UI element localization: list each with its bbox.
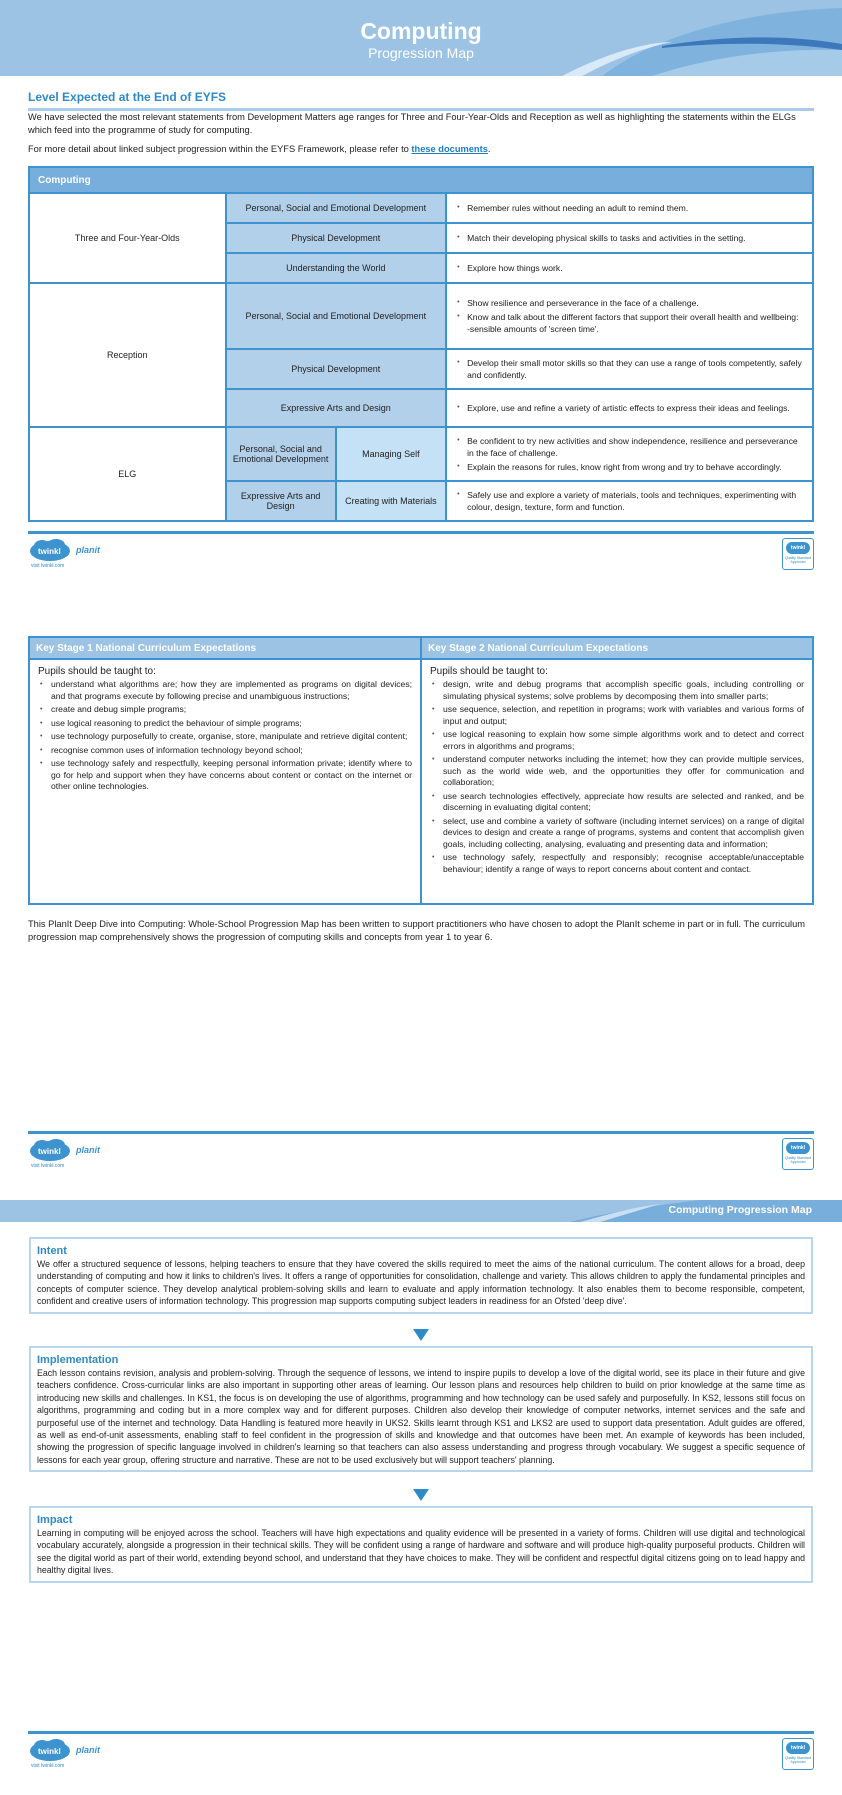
twinkl-planit-logo[interactable] — [28, 538, 118, 564]
statement: • Explore, use and refine a variety of artistic effects to express their ideas and feelings. — [457, 402, 804, 414]
ks1-heading: Key Stage 1 National Curriculum Expectations — [30, 638, 420, 660]
area-cell: Physical Development — [226, 349, 447, 389]
ks1-item: • recognise common uses of information technology beyond school; — [38, 745, 412, 757]
intent-text: We offer a structured sequence of lessons, helping teachers to ensure that they have covered the skills required to meet the aims of the national curriculum. The content allows for a broad, deep understanding of computing and how it links to children's lives. It offers a range of opportunities for consolidation, challenge and variety. This allows children to apply the fundamental principles and concepts of computer science. They develop analytical problem-solving skills and learn to evaluate and apply information technology. It also enables them to become responsible, competent, confident and creative users of information technology. This progression map supports computing subject leaders in readiness for an Ofsted 'deep dive'. — [37, 1259, 805, 1307]
badge-text: Quality Standard Approved — [784, 556, 812, 564]
area-cell: Personal, Social and Emotional Development — [226, 193, 447, 223]
ks2-item: • use search technologies effectively, appreciate how results are selected and ranked, and be discerning in evaluating digital content; — [430, 791, 804, 814]
down-arrow-icon — [413, 1489, 429, 1501]
impact-text: Learning in computing will be enjoyed across the school. Teachers will have high expectations and quality evidence will be presented in a variety of forms. Children will use digital and technological vocabulary accurately, alongside a progression in their technical skills. They will be confident using a range of hardware and software and will produce high-quality purposeful products. Children will see the digital world as part of their world, extending beyond school, and understand that they have choices to make. They will be confident and respectful digital citizens going on to lead happy and healthy digital lives. — [37, 1528, 805, 1576]
statement-text: Know and talk about the different factors that support their overall health and wellbeing: — [467, 312, 799, 322]
page-footer — [28, 1731, 814, 1771]
badge-text: Quality Standard Approved — [784, 1756, 812, 1764]
ks2-heading: Key Stage 2 National Curriculum Expectations — [422, 638, 812, 660]
statement-cell — [446, 253, 813, 283]
ks1-item: • use technology purposefully to create, organise, store, manipulate and retrieve digital content; — [38, 731, 412, 743]
ks2-item: • design, write and debug programs that accomplish specific goals, including controlling or simulating physical systems; solve problems by decomposing them into smaller parts; — [430, 679, 804, 702]
statement-cell — [446, 193, 813, 223]
twinkl-planit-logo[interactable] — [28, 1138, 118, 1164]
statement-cell — [446, 223, 813, 253]
visit-link[interactable]: visit twinkl.com — [31, 1163, 65, 1169]
ks1-item: • use technology safely and respectfully, keeping personal information private; identify where to go for help and support when they have concerns about content or contact on the internet or other online technologies. — [38, 758, 412, 793]
section-band — [0, 1200, 842, 1222]
table-title: Computing — [29, 167, 813, 193]
eyfs-heading: Level Expected at the End of EYFS — [28, 90, 814, 111]
eyfs-detail — [28, 143, 814, 156]
quality-badge — [782, 538, 814, 570]
ks2-item: • understand computer networks including the internet; how they can provide multiple services, such as the world wide web, and the opportunities they offer for communication and collaboration; — [430, 754, 804, 789]
implementation-heading: Implementation — [37, 1354, 119, 1366]
badge-text: Quality Standard Approved — [784, 1156, 812, 1164]
area-cell: Personal, Social and Emotional Development — [226, 283, 447, 349]
impact-box — [29, 1506, 813, 1583]
badge-cloud-icon: twinkl — [786, 1142, 810, 1154]
ks1-column — [30, 638, 422, 903]
statement: • Develop their small motor skills so that they can use a range of tools competently, safely and confidently. — [457, 357, 804, 381]
page-footer — [28, 1131, 814, 1171]
statement-cell — [446, 349, 813, 389]
statement-subtext: -sensible amounts of 'screen time'. — [467, 324, 599, 334]
statement: • Show resilience and perseverance in the face of a challenge. — [457, 297, 804, 309]
quality-badge — [782, 1138, 814, 1170]
visit-link[interactable]: visit twinkl.com — [31, 563, 65, 569]
these-documents-link[interactable]: these documents — [411, 144, 488, 154]
down-arrow-icon — [413, 1329, 429, 1341]
table-row — [29, 427, 813, 481]
ks2-item: • use sequence, selection, and repetition in programs; work with variables and various forms of input and output; — [430, 704, 804, 727]
area-cell: Personal, Social and Emotional Development — [226, 427, 336, 481]
product-text: planit — [76, 545, 100, 555]
ks1-item: • create and debug simple programs; — [38, 704, 412, 716]
statement: • Safely use and explore a variety of materials, tools and techniques, experimenting with colour, design, texture, form and function. — [457, 489, 804, 513]
statement: • Remember rules without needing an adult to remind them. — [457, 202, 804, 214]
quality-badge — [782, 1738, 814, 1770]
statement-cell — [446, 481, 813, 521]
age-cell: ELG — [29, 427, 226, 521]
sub-area-cell: Managing Self — [336, 427, 446, 481]
ks2-item: • select, use and combine a variety of software (including internet services) on a range of digital devices to design and create a range of programs, systems and content that accomplish given goals, including collecting, analysing, evaluating and presenting data and information; — [430, 816, 804, 851]
age-cell: Three and Four-Year-Olds — [29, 193, 226, 283]
badge-cloud-icon: twinkl — [786, 542, 810, 554]
page-subtitle: Progression Map — [368, 45, 474, 61]
area-cell: Expressive Arts and Design — [226, 389, 447, 427]
implementation-box — [29, 1346, 813, 1472]
implementation-text: Each lesson contains revision, analysis and problem-solving. Through the sequence of lessons, we intend to inspire pupils to develop a love of the digital world, see its place in their future and give teachers confidence. Cross-curricular links are also important in supporting other areas of learning. Our lesson plans and resources help children to build on prior knowledge at the same time as introducing new skills and challenges. In KS1, the focus is on developing the use of algorithms, programming and how technology can be used safely and purposefully. In KS2, lessons still focus on algorithms, programming and coding but in a more complex way and for different purposes. Children also develop their knowledge of computer networks, internet services and the safe and purposeful use of the internet and technology. Data Handling is featured more heavily in UKS2. Skills learnt through KS1 and LKS2 are used to support data presentation. Adult guides are offered, as well as end-of-unit assessments, enabling staff to feel confident in the progression of skills and knowledge and that outcomes have been met. An example of keywords has been included, showing the progression of specific language involved in children's learning so that teachers can also assess understanding and progress through vocabulary. We suggest a specific sequence of lessons for each year group, offering structure and narrative. These are not to be used exclusively but will support teachers' planning. — [37, 1368, 805, 1465]
page-title: Computing — [360, 18, 482, 44]
ks2-item: • use technology safely, respectfully and responsibly; recognise acceptable/unacceptable behaviour; identify a range of ways to report concerns about content and contact. — [430, 852, 804, 875]
statement-cell — [446, 389, 813, 427]
page-footer — [28, 531, 814, 571]
ks1-item: • understand what algorithms are; how they are implemented as programs on digital devices; and that programs execute by following precise and unambiguous instructions; — [38, 679, 412, 702]
ks2-column — [422, 638, 812, 903]
brand-text: twinkl — [38, 1747, 61, 1756]
detail-suffix: . — [487, 144, 491, 154]
intent-box — [29, 1237, 813, 1314]
statement: • Match their developing physical skills to tasks and activities in the setting. — [457, 232, 804, 244]
statement: • Explore how things work. — [457, 262, 804, 274]
age-cell: Reception — [29, 283, 226, 427]
ks2-item: • use logical reasoning to explain how some simple algorithms work and to detect and correct errors in algorithms and programs; — [430, 729, 804, 752]
product-text: planit — [76, 1145, 100, 1155]
sub-area-cell: Creating with Materials — [336, 481, 446, 521]
table-row — [29, 193, 813, 223]
area-cell: Understanding the World — [226, 253, 447, 283]
planit-note: This PlanIt Deep Dive into Computing: Whole-School Progression Map has been written to support practitioners who have chosen to adopt the PlanIt scheme in part or in full. The curriculum progression map comprehensively shows the progression of computing skills and concepts from year 1 to year 6. — [28, 919, 806, 942]
product-text: planit — [76, 1745, 100, 1755]
ks1-item: • use logical reasoning to predict the behaviour of simple programs; — [38, 718, 412, 730]
band-title: Computing Progression Map — [668, 1204, 812, 1216]
statement-cell — [446, 283, 813, 349]
statement: • Explain the reasons for rules, know right from wrong and try to behave accordingly. — [457, 461, 804, 473]
impact-heading: Impact — [37, 1514, 73, 1526]
ks2-lead: Pupils should be taught to: — [430, 666, 548, 677]
key-stage-table — [28, 636, 814, 905]
area-cell: Physical Development — [226, 223, 447, 253]
badge-cloud-icon: twinkl — [786, 1742, 810, 1754]
ks1-lead: Pupils should be taught to: — [38, 666, 156, 677]
intent-heading: Intent — [37, 1245, 67, 1257]
brand-text: twinkl — [38, 1147, 61, 1156]
detail-prefix: For more detail about linked subject progression within the EYFS Framework, please refer to — [28, 144, 412, 154]
eyfs-intro: We have selected the most relevant statements from Development Matters age ranges for Three and Four-Year-Olds and Reception as well as highlighting the statements within the ELGs which feed into the programme of study for computing. — [28, 112, 796, 135]
statement — [457, 311, 804, 335]
brand-text: twinkl — [38, 547, 61, 556]
page-header — [0, 0, 842, 76]
statement: • Be confident to try new activities and show independence, resilience and perseverance in the face of challenge. — [457, 435, 804, 459]
twinkl-planit-logo[interactable] — [28, 1738, 118, 1764]
table-row — [29, 283, 813, 349]
eyfs-table — [28, 166, 814, 522]
statement-cell — [446, 427, 813, 481]
area-cell: Expressive Arts and Design — [226, 481, 336, 521]
visit-link[interactable]: visit twinkl.com — [31, 1763, 65, 1769]
